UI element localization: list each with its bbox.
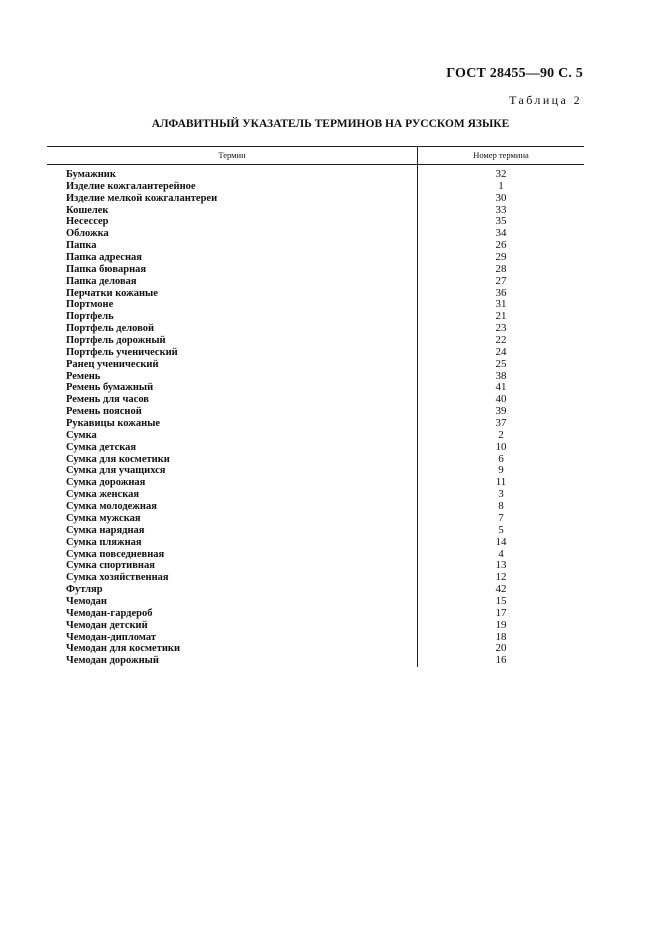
column-header-number: Номер термина xyxy=(417,147,584,164)
term-number-cell: 36 xyxy=(495,286,507,299)
term-cell: Папка xyxy=(66,240,97,252)
term-cell: Ремень xyxy=(66,370,101,382)
term-cell: Сумка женская xyxy=(66,489,140,501)
term-cell: Сумка для учащихся xyxy=(66,465,166,477)
number-column xyxy=(417,165,584,667)
term-number-cell: 14 xyxy=(495,535,507,548)
term-cell: Сумка дорожная xyxy=(66,477,146,489)
table-header xyxy=(47,146,584,165)
term-cell: Портфель деловой xyxy=(66,323,155,335)
term-column xyxy=(47,165,417,667)
term-number-cell: 16 xyxy=(495,654,507,667)
page-title: АЛФАВИТНЫЙ УКАЗАТЕЛЬ ТЕРМИНОВ НА РУССКОМ ЯЗЫКЕ xyxy=(151,118,510,130)
term-cell: Ремень бумажный xyxy=(66,382,154,394)
term-cell: Ремень поясной xyxy=(66,406,142,418)
term-number-cell: 22 xyxy=(495,334,507,347)
term-number-cell: 37 xyxy=(495,417,507,430)
term-number-cell: 2 xyxy=(498,428,504,441)
term-number-cell: 23 xyxy=(495,322,507,335)
term-cell: Несессер xyxy=(66,216,109,228)
term-cell: Чемодан xyxy=(66,595,107,607)
term-number-cell: 38 xyxy=(495,369,507,382)
term-cell: Сумка детская xyxy=(66,441,137,453)
term-number-cell: 9 xyxy=(498,464,504,477)
term-number-cell: 40 xyxy=(495,393,507,406)
term-number-cell: 30 xyxy=(495,191,507,204)
term-number-cell: 18 xyxy=(495,630,507,643)
term-number-cell: 17 xyxy=(495,606,507,619)
term-number-cell: 10 xyxy=(495,440,507,453)
term-number-cell: 42 xyxy=(495,583,507,596)
terms-table xyxy=(47,146,584,667)
term-cell: Чемодан детский xyxy=(66,619,148,631)
term-number-cell: 41 xyxy=(495,381,507,394)
term-number-cell: 4 xyxy=(498,547,504,560)
term-cell: Обложка xyxy=(66,228,109,240)
term-number-cell: 24 xyxy=(495,345,507,358)
term-cell: Портмоне xyxy=(66,299,114,311)
term-cell: Сумка хозяйственная xyxy=(66,572,169,584)
term-number-cell: 12 xyxy=(495,571,507,584)
term-cell: Бумажник xyxy=(66,169,116,180)
term-cell: Футляр xyxy=(66,584,103,596)
term-cell: Изделие кожгалантерейное xyxy=(66,180,196,192)
term-cell: Чемодан дорожный xyxy=(66,655,159,667)
term-number-cell: 20 xyxy=(495,642,507,655)
term-number-cell: 21 xyxy=(495,310,507,323)
term-cell: Папка адресная xyxy=(66,252,142,264)
term-number-cell: 7 xyxy=(498,511,504,524)
term-cell: Сумка мужская xyxy=(66,512,141,524)
term-cell: Сумка пляжная xyxy=(66,536,142,548)
term-cell: Сумка xyxy=(66,429,97,441)
term-number-cell: 33 xyxy=(495,203,507,216)
term-number-cell: 25 xyxy=(495,357,507,370)
term-cell: Папка бюварная xyxy=(66,263,147,275)
term-cell: Кошелек xyxy=(66,204,109,216)
term-cell: Сумка повседневная xyxy=(66,548,165,560)
term-number-cell: 6 xyxy=(498,452,504,465)
term-cell: Портфель дорожный xyxy=(66,335,166,347)
term-cell: Портфель ученический xyxy=(66,346,178,358)
term-cell: Портфель xyxy=(66,311,114,323)
term-number-cell: 8 xyxy=(498,500,504,513)
term-number-cell: 31 xyxy=(495,298,507,311)
term-cell: Чемодан-дипломат xyxy=(66,631,157,643)
term-number-cell: 35 xyxy=(495,215,507,228)
column-header-term: Термин xyxy=(218,150,246,160)
term-number-cell: 3 xyxy=(498,488,504,501)
term-number-cell: 34 xyxy=(495,227,507,240)
term-number-cell: 26 xyxy=(495,239,507,252)
term-number-cell: 32 xyxy=(495,168,507,180)
term-cell: Сумка молодежная xyxy=(66,501,157,513)
term-number-cell: 11 xyxy=(495,476,507,489)
table-body xyxy=(47,165,584,667)
term-cell: Сумка для косметики xyxy=(66,453,170,465)
term-cell: Чемодан для косметики xyxy=(66,643,181,655)
term-number-cell: 19 xyxy=(495,618,507,631)
term-cell: Изделие мелкой кожгалантереи xyxy=(66,192,218,204)
term-number-cell: 13 xyxy=(495,559,507,572)
term-cell: Сумка нарядная xyxy=(66,524,145,536)
term-cell: Сумка спортивная xyxy=(66,560,155,572)
term-number-cell: 39 xyxy=(495,405,507,418)
term-cell: Перчатки кожаные xyxy=(66,287,158,299)
term-number-cell: 1 xyxy=(498,179,504,192)
term-number-cell: 27 xyxy=(495,274,507,287)
term-number-cell: 28 xyxy=(495,262,507,275)
term-cell: Чемодан-гардероб xyxy=(66,607,153,619)
term-number-cell: 29 xyxy=(495,251,507,264)
term-cell: Ремень для часов xyxy=(66,394,149,406)
term-cell: Папка деловая xyxy=(66,275,137,287)
term-number-cell: 15 xyxy=(495,594,507,607)
document-header: ГОСТ 28455—90 С. 5 xyxy=(446,66,583,81)
term-number-cell: 5 xyxy=(498,523,504,536)
table-label: Таблица 2 xyxy=(509,93,582,107)
term-cell: Рукавицы кожаные xyxy=(66,418,161,430)
term-cell: Ранец ученический xyxy=(66,358,159,370)
